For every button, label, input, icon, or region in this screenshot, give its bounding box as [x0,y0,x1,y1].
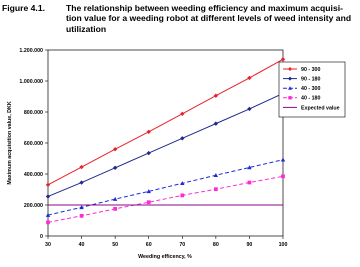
data-point-marker [214,173,218,177]
series-line [48,160,283,215]
data-point-marker [214,187,218,191]
x-tick-label: 40 [78,242,85,248]
data-point-marker [247,76,251,80]
data-point-marker [79,165,83,169]
data-point-marker [113,147,117,151]
x-tick-label: 100 [278,242,288,248]
data-point-marker [46,220,50,224]
y-tick-label: 400.000 [23,171,43,178]
legend-label: 90 - 300 [301,66,321,73]
data-point-marker [147,200,151,204]
y-axis-title: Maximum acquisition value, DKK [7,101,13,185]
data-point-marker [281,174,285,178]
data-point-marker [147,151,151,155]
data-point-marker [214,121,218,125]
figure-title: The relationship between weeding efficiency and maximum acquisi-tion value for a weeding robot at different levels of weed intensity and utilization [66,3,352,34]
legend [279,62,345,117]
x-tick-label: 60 [145,242,152,248]
data-point-marker [46,194,50,198]
data-point-marker [113,207,117,211]
x-tick-label: 80 [212,242,219,248]
data-point-marker [113,166,117,170]
data-point-marker [288,96,291,99]
figure-label: Figure 4.1. [2,3,45,13]
data-point-marker [281,57,285,61]
y-tick-label: 200.000 [23,202,43,209]
data-point-marker [214,94,218,98]
x-axis-title: Weeding efficency, % [138,254,192,260]
x-tick-label: 90 [246,242,253,248]
data-point-marker [180,136,184,140]
y-tick-label: 0 [40,233,43,240]
y-tick-label: 800.000 [23,109,43,116]
legend-label: 40 - 180 [301,95,321,102]
legend-label: 40 - 300 [301,86,321,93]
y-axis [19,48,48,240]
data-point-marker [79,180,83,184]
data-point-marker [281,158,285,162]
series-layer [46,57,285,224]
data-point-marker [247,107,251,111]
data-point-marker [180,112,184,116]
data-point-marker [180,194,184,198]
x-tick-label: 70 [179,242,186,248]
legend-label: 90 - 180 [301,76,321,83]
data-point-marker [80,214,84,218]
legend-label: Expected value [301,105,340,112]
data-point-marker [46,183,50,187]
y-tick-label: 1.000.000 [19,78,43,85]
data-point-marker [147,130,151,134]
x-tick-label: 30 [45,242,51,248]
data-point-marker [113,197,117,201]
x-tick-label: 50 [112,242,119,248]
x-axis [45,236,287,248]
data-point-marker [248,181,252,185]
y-tick-label: 600.000 [23,140,43,147]
y-tick-label: 1.200.000 [19,47,43,54]
